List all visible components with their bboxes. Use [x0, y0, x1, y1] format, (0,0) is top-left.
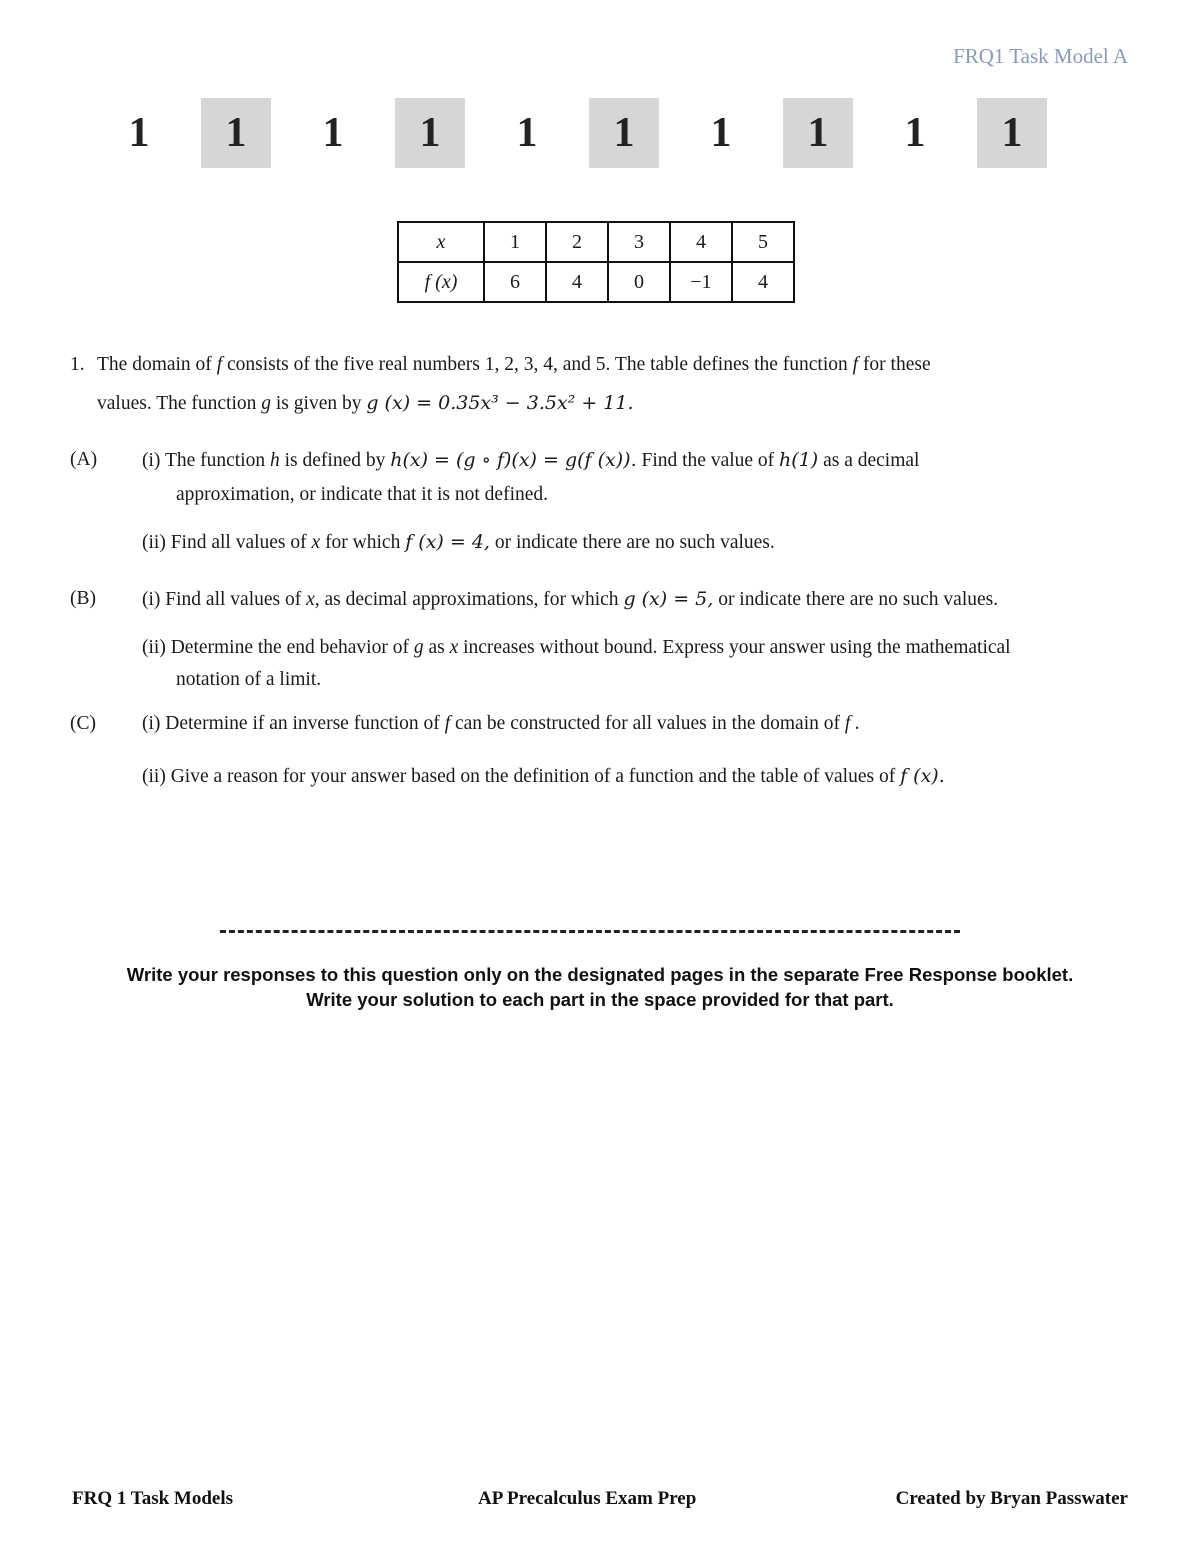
g-formula: g (x) = 0.35x³ − 3.5x² + 11.	[366, 392, 634, 414]
sub-label: (ii)	[142, 532, 166, 553]
part-b-ii	[142, 635, 1011, 661]
part-b-i	[142, 586, 998, 613]
part-text: Give a reason for your answer based on the definition of a function and the table of values of	[170, 766, 896, 787]
part-a-i	[142, 447, 919, 474]
intro-var: g	[261, 393, 272, 414]
intro-var: f	[852, 354, 859, 375]
part-b-ii-cont: notation of a limit.	[176, 669, 322, 690]
sub-label: (ii)	[142, 637, 166, 658]
part-c-ii	[142, 763, 945, 790]
table-row	[398, 262, 794, 302]
part-text: Find the value of	[641, 450, 775, 471]
table-cell: 4	[732, 262, 794, 302]
part-var: x,	[306, 589, 320, 610]
part-text: increases without bound. Express your answer using the mathematical	[463, 637, 1011, 658]
fx-formula: f (x) = 4,	[405, 531, 490, 553]
part-var: h	[270, 450, 280, 471]
part-text: Determine if an inverse function of	[165, 713, 440, 734]
instructions-line2: Write your solution to each part in the space provided for that part.	[306, 989, 894, 1010]
part-text: The function	[164, 450, 266, 471]
question-intro-line2	[97, 390, 634, 417]
sub-label: (i)	[142, 450, 161, 471]
number-box: 1	[395, 98, 465, 168]
table-row	[398, 222, 794, 262]
number-box: 1	[516, 110, 538, 156]
part-text: or indicate there are no such values.	[494, 532, 775, 553]
table-cell: 0	[608, 262, 670, 302]
table-cell: −1	[670, 262, 732, 302]
intro-text: is given by	[275, 393, 362, 414]
part-c-label: (C)	[70, 713, 96, 734]
number-box: 1	[710, 110, 732, 156]
fx-formula: f (x).	[900, 765, 945, 787]
intro-var: f	[216, 354, 223, 375]
part-var: f .	[844, 713, 861, 734]
part-var: h(1)	[779, 449, 819, 471]
sub-label: (i)	[142, 713, 161, 734]
table-cell: 4	[670, 222, 732, 262]
intro-text: for these	[862, 354, 931, 375]
number-box: 1	[322, 110, 344, 156]
table-cell: 3	[608, 222, 670, 262]
part-text: is defined by	[284, 450, 386, 471]
sub-label: (ii)	[142, 766, 166, 787]
number-box: 1	[589, 98, 659, 168]
part-a-label: (A)	[70, 449, 98, 470]
h-formula: h(x) = (g ∘ f)(x) = g(f (x)).	[390, 449, 637, 471]
number-box: 1	[128, 110, 150, 156]
table-cell: 1	[484, 222, 546, 262]
instructions-line1: Write your responses to this question only on the designated pages in the separate Free Response booklet.	[126, 964, 1074, 985]
part-text: Find all values of	[170, 532, 307, 553]
number-box: 1	[201, 98, 271, 168]
part-a-ii	[142, 529, 775, 556]
table-cell: 4	[546, 262, 608, 302]
number-strip	[104, 98, 1064, 168]
question-number: 1.	[70, 354, 85, 375]
footer-right: Created by Bryan Passwater	[895, 1488, 1128, 1509]
intro-text: The domain of	[97, 354, 212, 375]
part-text: as decimal approximations, for which	[324, 589, 619, 610]
question-intro-line1	[97, 352, 931, 378]
part-var: x	[449, 637, 459, 658]
part-text: as a decimal	[823, 450, 920, 471]
footer-center: AP Precalculus Exam Prep	[478, 1488, 697, 1509]
number-box: 1	[904, 110, 926, 156]
part-var: g	[413, 637, 424, 658]
intro-text: consists of the five real numbers 1, 2, 3, 4, and 5. The table defines the function	[226, 354, 848, 375]
table-cell: 6	[484, 262, 546, 302]
table-cell: 5	[732, 222, 794, 262]
part-text: as	[428, 637, 445, 658]
part-text: Find all values of	[165, 589, 302, 610]
intro-text: values. The function	[97, 393, 257, 414]
part-text: for which	[325, 532, 401, 553]
part-text: can be constructed for all values in the domain of	[454, 713, 840, 734]
sub-label: (i)	[142, 589, 161, 610]
number-box: 1	[783, 98, 853, 168]
function-table	[397, 221, 795, 303]
number-box: 1	[977, 98, 1047, 168]
table-header-x: x	[398, 222, 484, 262]
dashed-divider	[220, 930, 960, 933]
part-text: Determine the end behavior of	[170, 637, 409, 658]
part-var: x	[311, 532, 321, 553]
gx-formula: g (x) = 5,	[623, 588, 714, 610]
part-a-i-cont: approximation, or indicate that it is not defined.	[176, 484, 549, 505]
part-var: f	[444, 713, 451, 734]
footer-left: FRQ 1 Task Models	[72, 1488, 234, 1509]
table-header-fx: f (x)	[398, 262, 484, 302]
table-cell: 2	[546, 222, 608, 262]
part-text: or indicate there are no such values.	[718, 589, 999, 610]
part-c-i	[142, 711, 860, 737]
part-b-label: (B)	[70, 588, 96, 609]
task-model-label: FRQ1 Task Model A	[953, 44, 1128, 68]
